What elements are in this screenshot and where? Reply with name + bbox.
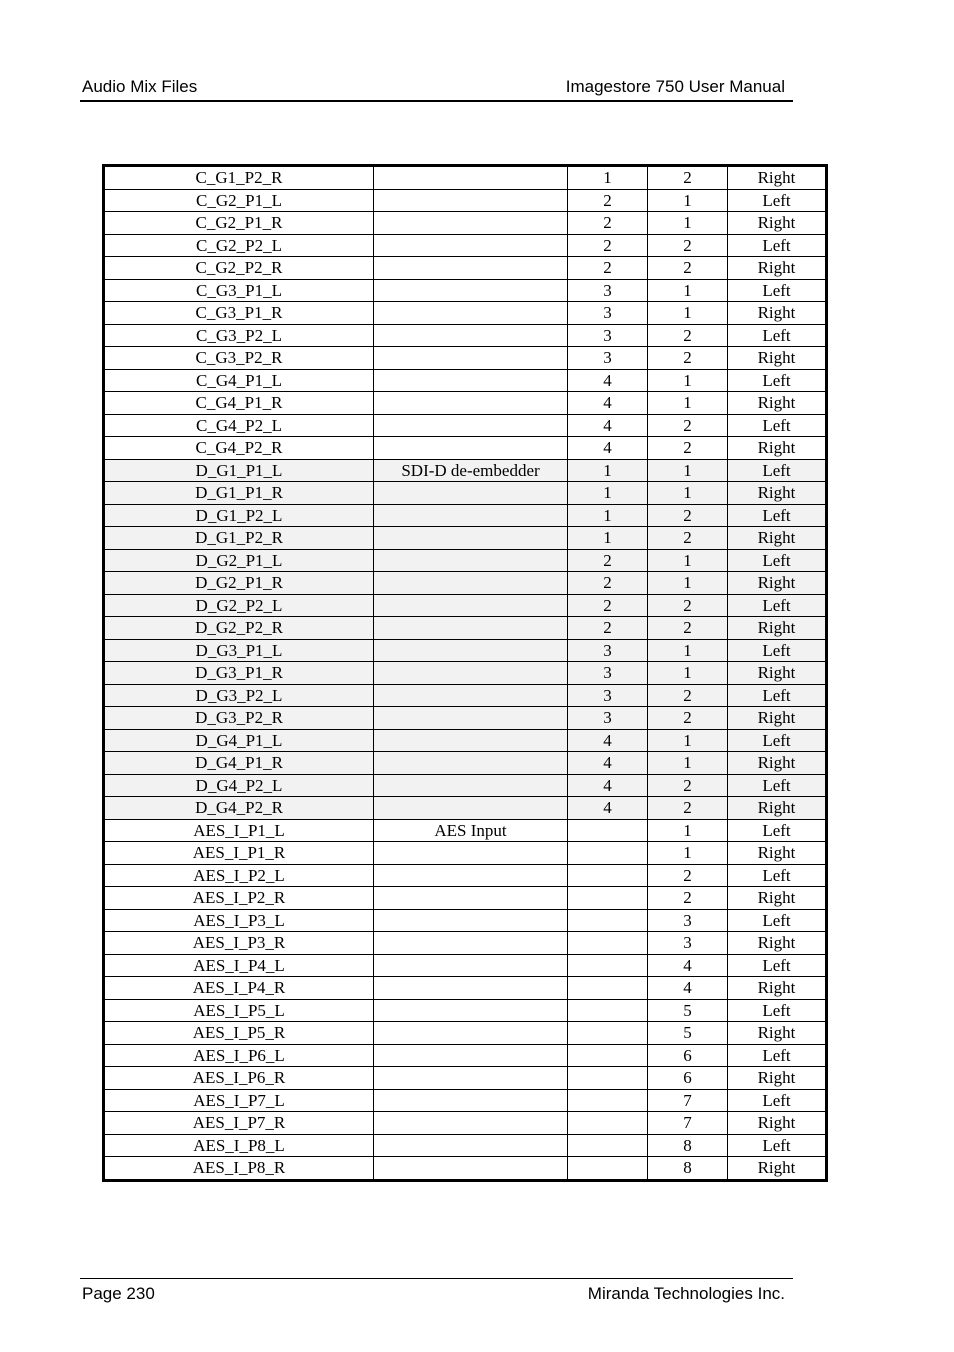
cell-pair: 2: [648, 234, 728, 257]
table-row: [104, 977, 827, 1000]
cell-source: [374, 414, 568, 437]
table-row: [104, 1157, 827, 1181]
cell-group: 3: [568, 639, 648, 662]
cell-pair: 2: [648, 774, 728, 797]
cell-mix-name: AES_I_P1_R: [104, 842, 374, 865]
cell-channel: Right: [728, 887, 827, 910]
cell-channel: Left: [728, 1134, 827, 1157]
cell-channel: Right: [728, 527, 827, 550]
cell-channel: Right: [728, 482, 827, 505]
cell-pair: 2: [648, 527, 728, 550]
cell-pair: 3: [648, 909, 728, 932]
cell-pair: 1: [648, 189, 728, 212]
cell-channel: Right: [728, 392, 827, 415]
table-row: [104, 752, 827, 775]
table-row: [104, 707, 827, 730]
table-row: [104, 504, 827, 527]
cell-source: [374, 234, 568, 257]
cell-mix-name: D_G4_P2_L: [104, 774, 374, 797]
cell-source: [374, 166, 568, 190]
table-row: [104, 684, 827, 707]
cell-group: 4: [568, 414, 648, 437]
cell-channel: Right: [728, 257, 827, 280]
cell-pair: 2: [648, 414, 728, 437]
cell-group: 4: [568, 729, 648, 752]
table-row: [104, 1067, 827, 1090]
cell-group: 1: [568, 166, 648, 190]
cell-mix-name: AES_I_P7_L: [104, 1089, 374, 1112]
table-row: [104, 392, 827, 415]
cell-pair: 2: [648, 324, 728, 347]
cell-source: [374, 729, 568, 752]
cell-source: [374, 1134, 568, 1157]
cell-channel: Right: [728, 842, 827, 865]
table-row: [104, 527, 827, 550]
cell-channel: Right: [728, 572, 827, 595]
cell-mix-name: D_G2_P1_L: [104, 549, 374, 572]
cell-mix-name: D_G4_P2_R: [104, 797, 374, 820]
cell-group: 3: [568, 707, 648, 730]
table-row: [104, 347, 827, 370]
cell-pair: 2: [648, 864, 728, 887]
cell-pair: 8: [648, 1134, 728, 1157]
cell-group: [568, 1044, 648, 1067]
cell-channel: Right: [728, 1157, 827, 1181]
table-row: [104, 1022, 827, 1045]
cell-pair: 2: [648, 504, 728, 527]
cell-mix-name: AES_I_P6_L: [104, 1044, 374, 1067]
table-row: [104, 279, 827, 302]
table-row: [104, 189, 827, 212]
cell-channel: Left: [728, 864, 827, 887]
cell-channel: Right: [728, 347, 827, 370]
cell-channel: Left: [728, 999, 827, 1022]
cell-group: [568, 977, 648, 1000]
cell-source: [374, 257, 568, 280]
cell-source: [374, 909, 568, 932]
cell-pair: 2: [648, 166, 728, 190]
cell-pair: 2: [648, 887, 728, 910]
cell-channel: Right: [728, 797, 827, 820]
cell-mix-name: D_G1_P2_R: [104, 527, 374, 550]
table-row: [104, 482, 827, 505]
cell-source: [374, 1112, 568, 1135]
cell-group: [568, 1112, 648, 1135]
cell-pair: 1: [648, 369, 728, 392]
table-row: [104, 887, 827, 910]
cell-group: 3: [568, 279, 648, 302]
cell-source: [374, 504, 568, 527]
table-row: [104, 774, 827, 797]
cell-source: [374, 774, 568, 797]
cell-source: [374, 662, 568, 685]
cell-group: 3: [568, 347, 648, 370]
cell-source: [374, 977, 568, 1000]
cell-mix-name: D_G4_P1_R: [104, 752, 374, 775]
cell-group: 3: [568, 662, 648, 685]
cell-source: [374, 1089, 568, 1112]
cell-channel: Left: [728, 594, 827, 617]
cell-source: [374, 999, 568, 1022]
cell-mix-name: C_G1_P2_R: [104, 166, 374, 190]
table-row: [104, 572, 827, 595]
cell-source: [374, 684, 568, 707]
cell-channel: Right: [728, 707, 827, 730]
table-row: [104, 549, 827, 572]
table-row: [104, 1089, 827, 1112]
cell-pair: 1: [648, 302, 728, 325]
cell-group: 2: [568, 234, 648, 257]
cell-pair: 1: [648, 212, 728, 235]
cell-group: 3: [568, 684, 648, 707]
table-row: [104, 797, 827, 820]
cell-pair: 7: [648, 1089, 728, 1112]
table-row: [104, 1044, 827, 1067]
cell-mix-name: AES_I_P8_L: [104, 1134, 374, 1157]
table-row: [104, 302, 827, 325]
cell-source: [374, 369, 568, 392]
cell-channel: Right: [728, 977, 827, 1000]
table-row: [104, 954, 827, 977]
page-header: [80, 76, 793, 102]
table-row: [104, 729, 827, 752]
cell-group: 1: [568, 527, 648, 550]
cell-pair: 2: [648, 707, 728, 730]
cell-group: 4: [568, 392, 648, 415]
cell-pair: 6: [648, 1067, 728, 1090]
cell-pair: 1: [648, 392, 728, 415]
cell-channel: Right: [728, 1022, 827, 1045]
cell-source: [374, 392, 568, 415]
cell-group: [568, 842, 648, 865]
cell-channel: Left: [728, 549, 827, 572]
page-number: Page 230: [82, 1284, 155, 1303]
cell-mix-name: AES_I_P6_R: [104, 1067, 374, 1090]
cell-mix-name: D_G2_P2_L: [104, 594, 374, 617]
cell-channel: Right: [728, 617, 827, 640]
cell-source: AES Input: [374, 819, 568, 842]
cell-mix-name: AES_I_P4_R: [104, 977, 374, 1000]
cell-channel: Left: [728, 504, 827, 527]
cell-mix-name: D_G1_P1_R: [104, 482, 374, 505]
cell-group: 3: [568, 324, 648, 347]
cell-group: [568, 864, 648, 887]
cell-pair: 5: [648, 1022, 728, 1045]
cell-channel: Right: [728, 1112, 827, 1135]
table-row: [104, 594, 827, 617]
cell-pair: 3: [648, 932, 728, 955]
cell-channel: Right: [728, 1067, 827, 1090]
cell-mix-name: C_G4_P1_L: [104, 369, 374, 392]
cell-source: [374, 437, 568, 460]
cell-pair: 6: [648, 1044, 728, 1067]
table-row: [104, 166, 827, 190]
cell-source: [374, 594, 568, 617]
cell-channel: Right: [728, 437, 827, 460]
cell-channel: Left: [728, 459, 827, 482]
cell-group: [568, 1089, 648, 1112]
cell-channel: Left: [728, 189, 827, 212]
cell-mix-name: AES_I_P3_L: [104, 909, 374, 932]
cell-source: [374, 864, 568, 887]
table-row: [104, 234, 827, 257]
cell-pair: 1: [648, 572, 728, 595]
header-manual-title: Imagestore 750 User Manual: [565, 77, 785, 96]
cell-pair: 1: [648, 842, 728, 865]
cell-mix-name: D_G2_P1_R: [104, 572, 374, 595]
cell-pair: 1: [648, 482, 728, 505]
cell-group: 4: [568, 752, 648, 775]
cell-group: 2: [568, 594, 648, 617]
cell-source: [374, 527, 568, 550]
cell-pair: 1: [648, 752, 728, 775]
cell-channel: Left: [728, 234, 827, 257]
cell-pair: 2: [648, 347, 728, 370]
cell-channel: Left: [728, 729, 827, 752]
cell-source: [374, 1067, 568, 1090]
cell-group: 3: [568, 302, 648, 325]
cell-group: 2: [568, 212, 648, 235]
cell-source: [374, 482, 568, 505]
cell-mix-name: AES_I_P7_R: [104, 1112, 374, 1135]
cell-channel: Right: [728, 302, 827, 325]
cell-group: 4: [568, 437, 648, 460]
cell-mix-name: AES_I_P5_R: [104, 1022, 374, 1045]
cell-group: [568, 1022, 648, 1045]
page-footer: [80, 1278, 793, 1307]
cell-mix-name: D_G3_P1_R: [104, 662, 374, 685]
cell-mix-name: D_G2_P2_R: [104, 617, 374, 640]
cell-channel: Left: [728, 819, 827, 842]
table-row: [104, 437, 827, 460]
cell-channel: Left: [728, 954, 827, 977]
cell-pair: 1: [648, 662, 728, 685]
cell-mix-name: C_G4_P2_L: [104, 414, 374, 437]
table-row: [104, 414, 827, 437]
cell-group: [568, 1134, 648, 1157]
cell-mix-name: D_G1_P2_L: [104, 504, 374, 527]
cell-channel: Right: [728, 932, 827, 955]
cell-group: 1: [568, 459, 648, 482]
cell-group: 4: [568, 797, 648, 820]
cell-pair: 5: [648, 999, 728, 1022]
cell-mix-name: D_G3_P1_L: [104, 639, 374, 662]
cell-source: [374, 1044, 568, 1067]
cell-group: 2: [568, 189, 648, 212]
cell-mix-name: D_G4_P1_L: [104, 729, 374, 752]
cell-source: [374, 572, 568, 595]
cell-channel: Right: [728, 212, 827, 235]
cell-pair: 1: [648, 459, 728, 482]
table-row: [104, 639, 827, 662]
cell-mix-name: C_G2_P2_L: [104, 234, 374, 257]
cell-source: [374, 707, 568, 730]
table-row: [104, 819, 827, 842]
cell-source: [374, 302, 568, 325]
cell-mix-name: C_G2_P2_R: [104, 257, 374, 280]
cell-group: [568, 909, 648, 932]
cell-mix-name: AES_I_P3_R: [104, 932, 374, 955]
cell-mix-name: C_G4_P1_R: [104, 392, 374, 415]
cell-source: [374, 1022, 568, 1045]
cell-channel: Left: [728, 909, 827, 932]
table-row: [104, 1134, 827, 1157]
cell-pair: 2: [648, 684, 728, 707]
audio-mix-table-body: [104, 166, 827, 1181]
cell-group: [568, 819, 648, 842]
cell-source: [374, 752, 568, 775]
table-row: [104, 999, 827, 1022]
cell-channel: Left: [728, 369, 827, 392]
cell-mix-name: C_G4_P2_R: [104, 437, 374, 460]
cell-channel: Left: [728, 279, 827, 302]
cell-mix-name: C_G3_P2_R: [104, 347, 374, 370]
cell-channel: Right: [728, 166, 827, 190]
cell-source: [374, 932, 568, 955]
cell-mix-name: AES_I_P1_L: [104, 819, 374, 842]
cell-pair: 1: [648, 819, 728, 842]
cell-channel: Left: [728, 1044, 827, 1067]
cell-channel: Left: [728, 324, 827, 347]
table-row: [104, 864, 827, 887]
audio-mix-table: [102, 164, 828, 1182]
cell-group: 2: [568, 257, 648, 280]
cell-group: 4: [568, 774, 648, 797]
cell-channel: Right: [728, 752, 827, 775]
cell-pair: 2: [648, 617, 728, 640]
cell-source: [374, 887, 568, 910]
table-row: [104, 212, 827, 235]
cell-mix-name: C_G3_P2_L: [104, 324, 374, 347]
cell-source: [374, 617, 568, 640]
cell-source: [374, 212, 568, 235]
table-row: [104, 662, 827, 685]
cell-pair: 2: [648, 437, 728, 460]
table-row: [104, 459, 827, 482]
cell-channel: Left: [728, 774, 827, 797]
cell-pair: 2: [648, 257, 728, 280]
cell-channel: Left: [728, 684, 827, 707]
cell-mix-name: D_G3_P2_R: [104, 707, 374, 730]
cell-mix-name: C_G3_P1_R: [104, 302, 374, 325]
cell-pair: 7: [648, 1112, 728, 1135]
cell-group: [568, 1157, 648, 1181]
footer-company: Miranda Technologies Inc.: [587, 1284, 785, 1303]
cell-group: 2: [568, 572, 648, 595]
cell-source: [374, 279, 568, 302]
cell-source: [374, 189, 568, 212]
cell-group: 2: [568, 617, 648, 640]
cell-source: [374, 797, 568, 820]
table-row: [104, 617, 827, 640]
cell-source: [374, 549, 568, 572]
cell-pair: 2: [648, 797, 728, 820]
cell-group: 1: [568, 504, 648, 527]
cell-mix-name: C_G2_P1_R: [104, 212, 374, 235]
cell-mix-name: AES_I_P8_R: [104, 1157, 374, 1181]
cell-pair: 4: [648, 977, 728, 1000]
table-row: [104, 1112, 827, 1135]
cell-pair: 4: [648, 954, 728, 977]
cell-source: [374, 842, 568, 865]
cell-channel: Left: [728, 414, 827, 437]
cell-group: 2: [568, 549, 648, 572]
cell-mix-name: C_G2_P1_L: [104, 189, 374, 212]
header-section-title: Audio Mix Files: [82, 77, 198, 96]
table-row: [104, 324, 827, 347]
cell-mix-name: AES_I_P2_L: [104, 864, 374, 887]
cell-pair: 1: [648, 279, 728, 302]
cell-pair: 1: [648, 549, 728, 572]
table-row: [104, 909, 827, 932]
cell-mix-name: AES_I_P2_R: [104, 887, 374, 910]
cell-mix-name: AES_I_P4_L: [104, 954, 374, 977]
cell-mix-name: D_G3_P2_L: [104, 684, 374, 707]
cell-source: SDI-D de-embedder: [374, 459, 568, 482]
cell-pair: 1: [648, 639, 728, 662]
cell-group: [568, 999, 648, 1022]
table-row: [104, 257, 827, 280]
cell-pair: 2: [648, 594, 728, 617]
cell-channel: Left: [728, 639, 827, 662]
cell-pair: 8: [648, 1157, 728, 1181]
table-row: [104, 842, 827, 865]
cell-source: [374, 347, 568, 370]
cell-channel: Right: [728, 662, 827, 685]
cell-source: [374, 639, 568, 662]
cell-group: [568, 887, 648, 910]
cell-source: [374, 324, 568, 347]
cell-mix-name: AES_I_P5_L: [104, 999, 374, 1022]
cell-group: 4: [568, 369, 648, 392]
cell-source: [374, 1157, 568, 1181]
cell-source: [374, 954, 568, 977]
cell-group: [568, 954, 648, 977]
cell-channel: Left: [728, 1089, 827, 1112]
cell-group: [568, 932, 648, 955]
cell-group: [568, 1067, 648, 1090]
table-row: [104, 932, 827, 955]
cell-mix-name: C_G3_P1_L: [104, 279, 374, 302]
table-row: [104, 369, 827, 392]
cell-pair: 1: [648, 729, 728, 752]
cell-mix-name: D_G1_P1_L: [104, 459, 374, 482]
cell-group: 1: [568, 482, 648, 505]
